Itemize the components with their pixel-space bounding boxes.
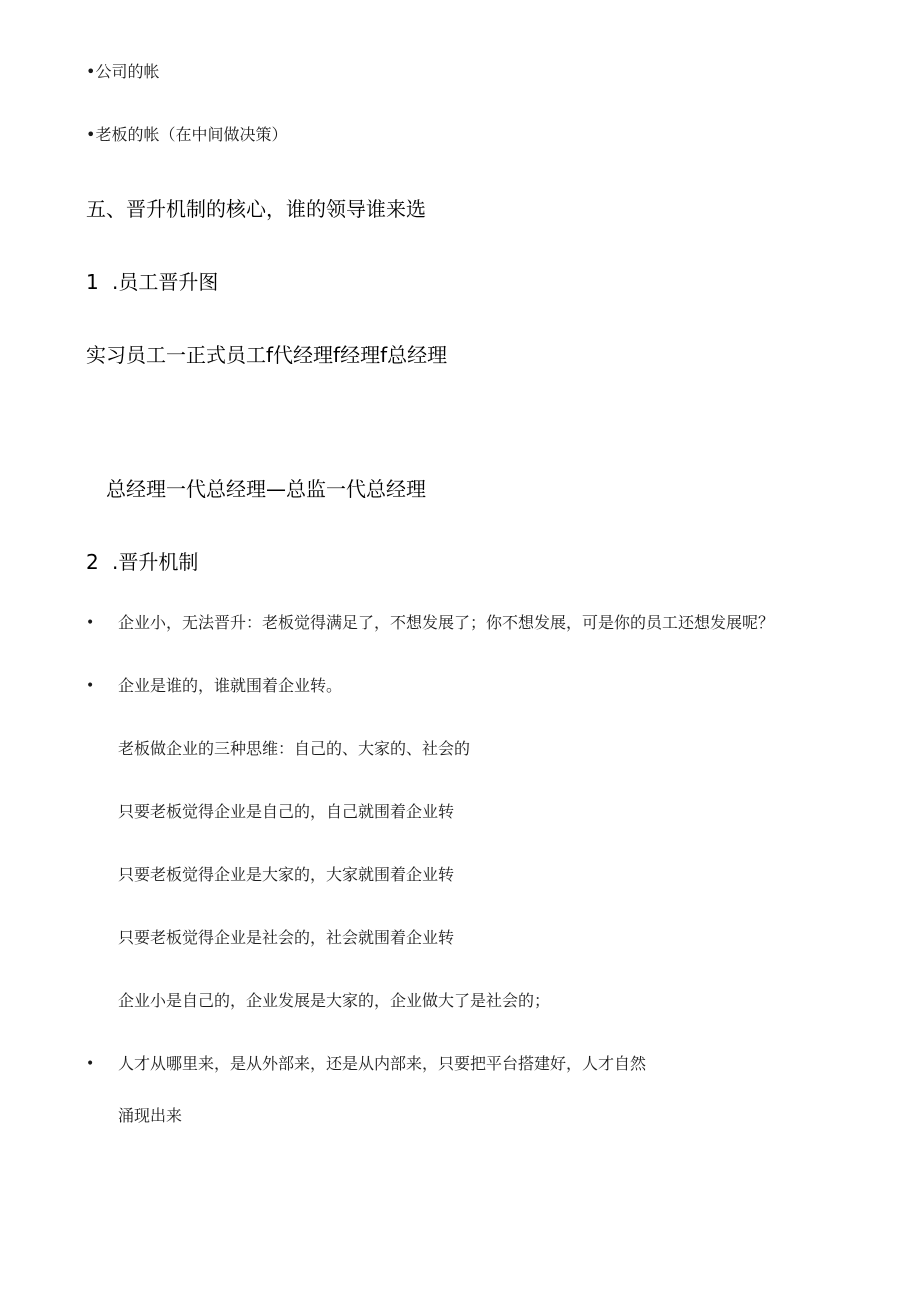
list-item-text: 企业是谁的，谁就围着企业转。: [118, 676, 343, 695]
list-item: [86, 127, 287, 143]
promotion-path-line: 总经理一代总经理—总监一代总经理: [106, 477, 426, 501]
list-item-text: 公司的帐: [95, 62, 160, 81]
paragraph-line: 老板做企业的三种思维：自己的、大家的、社会的: [118, 739, 471, 758]
bullet-icon: •: [86, 615, 95, 631]
paragraph-line: 只要老板觉得企业是大家的，大家就围着企业转: [118, 865, 455, 884]
paragraph-line: 企业小是自己的，企业发展是大家的，企业做大了是社会的；: [118, 991, 551, 1010]
bullet-icon: •: [86, 1056, 95, 1072]
list-item-text: 人才从哪里来，是从外部来，还是从内部来，只要把平台搭建好，人才自然: [118, 1054, 647, 1073]
subheading-promotion-mechanism: [86, 552, 198, 572]
subheading-title: .晋升机制: [112, 550, 199, 574]
subheading-title: .员工晋升图: [112, 270, 219, 294]
promotion-path-line: 实习员工一正式员工f代经理f经理f总经理: [86, 343, 448, 367]
bullet-icon: •: [86, 678, 95, 694]
bullet-icon: •: [86, 125, 96, 144]
list-item-text: 企业小，无法晋升：老板觉得满足了，不想发展了；你不想发展，可是你的员工还想发展呢？: [118, 613, 775, 632]
section-heading: 五、晋升机制的核心，谁的领导谁来选: [86, 197, 426, 221]
list-item: [86, 64, 159, 80]
list-item-text: 老板的帐（在中间做决策）: [95, 125, 288, 144]
paragraph-line: 只要老板觉得企业是社会的，社会就围着企业转: [118, 928, 455, 947]
subheading-promotion-chart: [86, 272, 218, 292]
subheading-number: 1: [86, 270, 99, 294]
paragraph-line: 只要老板觉得企业是自己的，自己就围着企业转: [118, 802, 455, 821]
paragraph-line: 涌现出来: [118, 1106, 183, 1125]
bullet-icon: •: [86, 62, 96, 81]
subheading-number: 2: [86, 550, 99, 574]
